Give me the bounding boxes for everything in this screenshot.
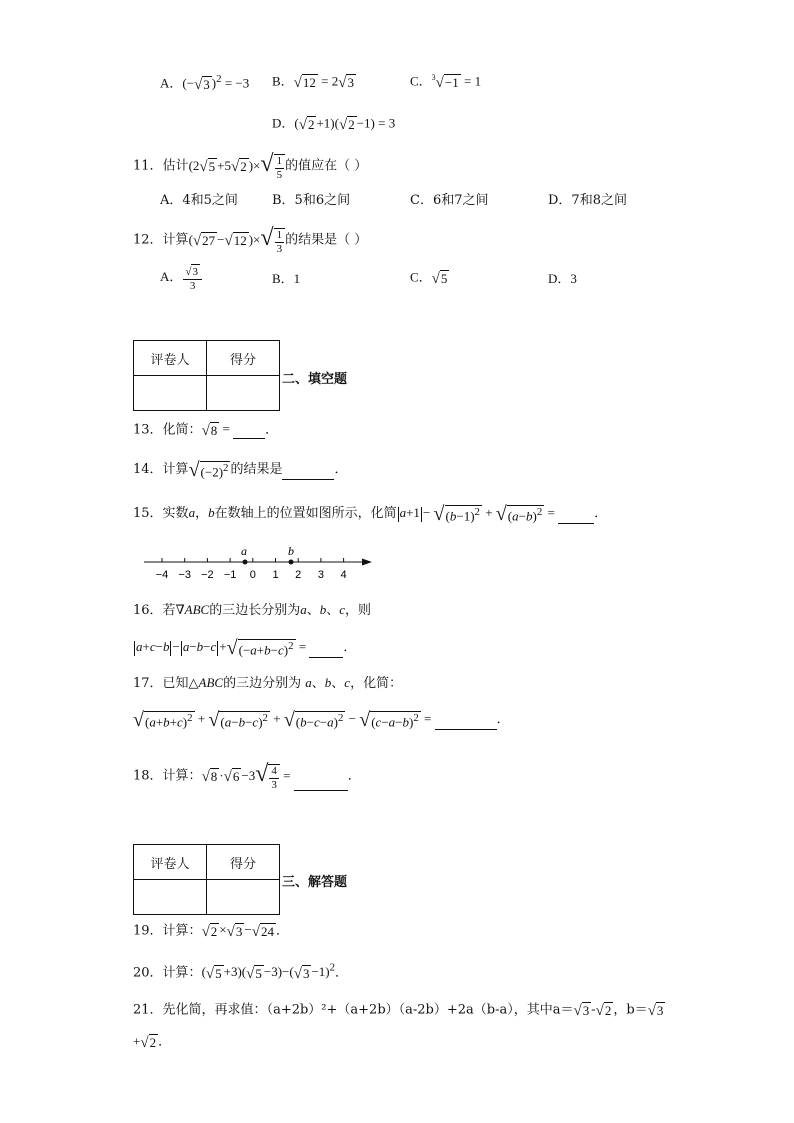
q10-option-b: B．√12 = 2√3 — [272, 73, 354, 91]
number-line-arrow — [362, 559, 372, 566]
q21-line1: 21．先化简，再求值：（a+2b）²+（a+2b）（a-2b）+2a（b-a），其中a＝√3 -√2 ，b＝√3 — [133, 1001, 664, 1019]
number-line-tick-label: 2 — [295, 569, 302, 581]
q11-option-b: B．5和6之间 — [272, 193, 351, 208]
score-header: 得分 — [207, 341, 280, 376]
q18: 18．计算：√8 ·√6 −3√ $\frac{4}{3}$ = ． — [133, 761, 361, 791]
section3-title: 三、解答题 — [282, 875, 348, 890]
q11-stem: 11．估计(2√5 +5√2 )×√ $\frac{1}{5}$ 的值应在（ ） — [133, 151, 368, 181]
q20: 20．计算：$(√5 +3)(√5 -3)-(√3 -1)^2$． — [133, 962, 349, 982]
q15: 15．实数a，b在数轴上的位置如图所示，化简 $a+1 - √(b-1)^2 + √(a-b)^2$ = ． — [133, 503, 608, 525]
q14: 14．计算$√(-2)^2$ 的结果是 ． — [133, 459, 348, 481]
grader-header: 评卷人 — [134, 845, 207, 880]
q12-option-d: D．3 — [548, 271, 577, 286]
number-line-tick-label: 3 — [317, 569, 324, 581]
grader-cell — [134, 880, 207, 915]
number-line-tick-label: −2 — [201, 569, 214, 581]
q10-option-d: D．(√2 +1)(√2 −1) = 3 — [272, 115, 396, 133]
q11-option-c: C．6和7之间 — [410, 193, 489, 208]
q16-stem: 16．若∇ABC的三边长分别为a、b、c，则 — [133, 602, 372, 618]
score-table-section2 — [133, 340, 280, 411]
q10-option-a: A．(−√3 )$^2$ = −3 — [160, 73, 250, 93]
q11-option-d: D．7和8之间 — [548, 193, 627, 208]
q13: 13．化简：√8 = ． — [133, 421, 279, 439]
point-a-label: a — [241, 544, 247, 558]
point-b-label: b — [288, 544, 294, 558]
number-line-tick-label: −3 — [178, 569, 191, 581]
q16-expression: $a+c-b - a-b-c +√(-a+b-c)^2$ = ． — [136, 637, 357, 659]
q12-stem: 12．计算(√27 −√12 )×√ $\frac{1}{3}$ 的结果是（ ） — [133, 225, 368, 255]
number-line-tick-label: 1 — [272, 569, 279, 581]
score-header: 得分 — [207, 845, 280, 880]
number-line-tick-label: −1 — [223, 569, 237, 581]
q17-stem: 17．已知△ABC的三边分别为 a、b、c，化简： — [133, 675, 403, 691]
point-b-dot — [289, 560, 294, 565]
point-a-dot — [243, 560, 248, 565]
score-table-section3 — [133, 844, 280, 915]
score-cell — [207, 376, 280, 411]
q12-option-a: A． $\frac{√3}{3}$ — [160, 264, 203, 292]
number-line-tick-label: 4 — [340, 569, 347, 581]
q12-option-c: C．√5 — [410, 269, 448, 287]
grader-header: 评卷人 — [134, 341, 207, 376]
q19: 19．计算：√2 ×√3 −√24 ． — [133, 922, 289, 940]
q12-option-b: B．1 — [272, 271, 301, 286]
section2-title: 二、填空题 — [282, 372, 348, 387]
score-cell — [207, 880, 280, 915]
number-line-tick-label: 0 — [249, 569, 256, 581]
q10-option-c: C．$^3$√−1 = 1 — [410, 73, 482, 91]
q11-option-a: A．4和5之间 — [160, 193, 238, 208]
grader-cell — [134, 376, 207, 411]
q21-line2: +√2 ． — [133, 1033, 172, 1051]
q17-expression: $√(a+b+c)^2 + √(a-b-c)^2 + √(b-c-a)^2 - √(c-a-b)^2$ = ． — [133, 709, 510, 731]
number-line — [140, 543, 376, 583]
number-line-tick-label: −4 — [155, 569, 169, 581]
